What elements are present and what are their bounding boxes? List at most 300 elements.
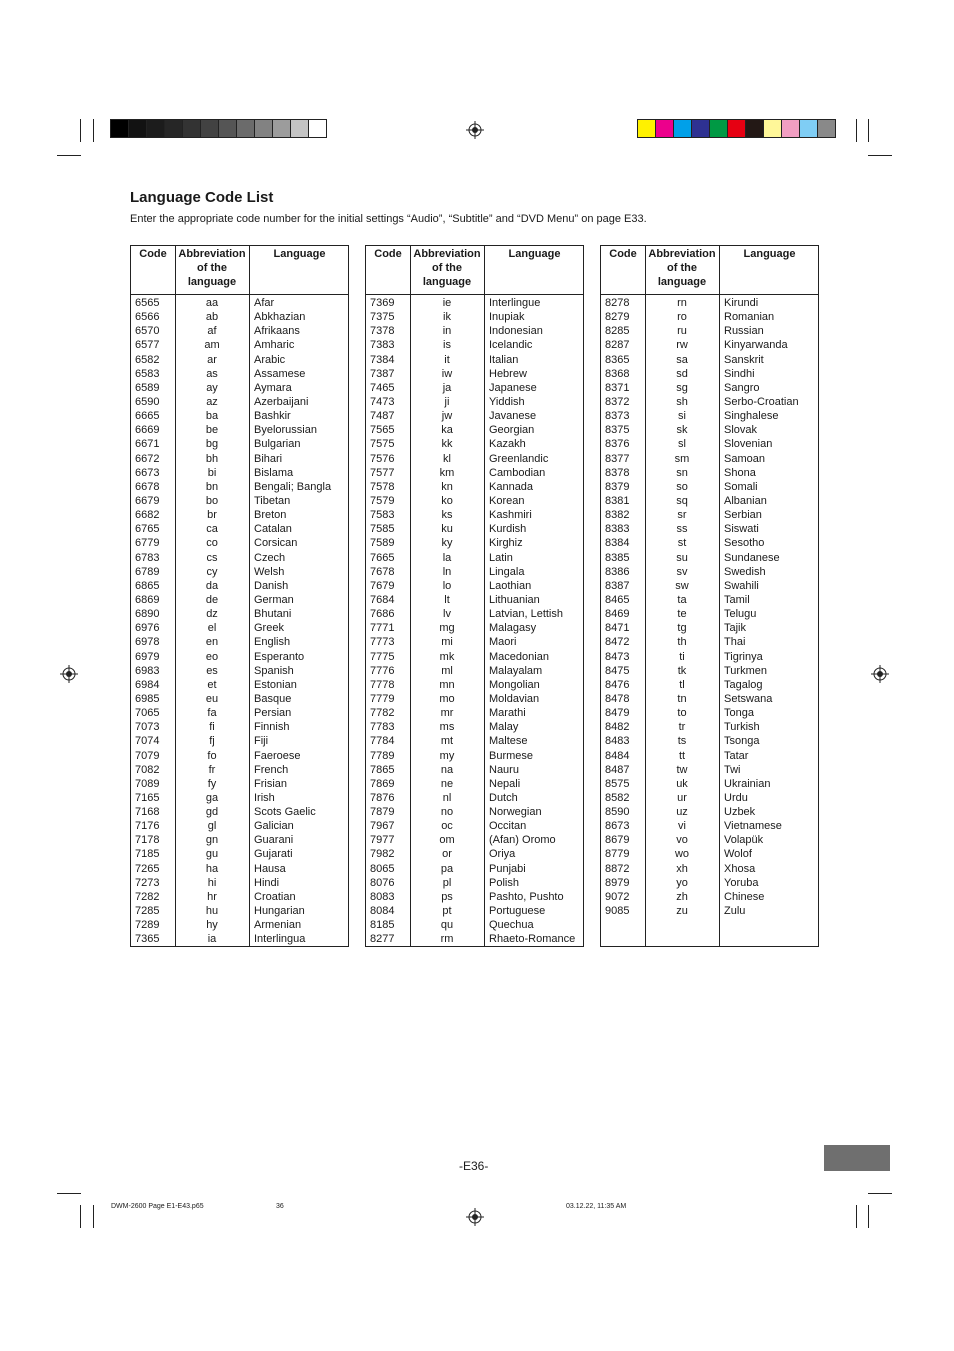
crop-mark — [80, 1205, 81, 1228]
language-cell: Galician — [254, 820, 294, 833]
code-cell: 7285 — [135, 905, 160, 918]
language-cell: (Afan) Oromo — [489, 834, 556, 847]
table-row — [131, 749, 348, 763]
table-row — [131, 522, 348, 536]
color-swatch — [237, 120, 255, 137]
language-cell: Serbo-Croatian — [724, 395, 799, 408]
language-cell: Kannada — [489, 480, 534, 493]
table-row — [601, 395, 818, 409]
abbreviation-cell: mt — [440, 735, 454, 748]
table-row — [131, 551, 348, 565]
table-row — [601, 522, 818, 536]
table-row — [366, 607, 583, 621]
language-cell: Irish — [254, 791, 275, 804]
table-row — [601, 692, 818, 706]
crop-mark — [856, 119, 857, 142]
code-cell: 7589 — [370, 537, 395, 550]
abbreviation-cell: ky — [441, 537, 453, 550]
abbreviation-cell: fa — [207, 707, 217, 720]
code-cell: 8287 — [605, 339, 630, 352]
header-divider — [601, 294, 818, 295]
code-cell: 8377 — [605, 452, 630, 465]
abbreviation-cell: bg — [205, 438, 219, 451]
crop-mark — [856, 1205, 857, 1228]
language-cell: Singhalese — [724, 410, 779, 423]
code-cell: 8465 — [605, 593, 630, 606]
abbreviation-cell: gl — [207, 820, 217, 833]
color-swatch — [111, 120, 129, 137]
language-cell: Telugu — [724, 608, 757, 621]
abbreviation-cell: vi — [678, 820, 686, 833]
abbreviation-cell: ja — [442, 381, 452, 394]
table-row — [131, 423, 348, 437]
language-cell: Albanian — [724, 494, 767, 507]
table-row — [601, 551, 818, 565]
table-row — [131, 720, 348, 734]
language-cell: Catalan — [254, 523, 292, 536]
language-cell: Yiddish — [489, 395, 525, 408]
language-cell: Occitan — [489, 820, 527, 833]
crop-mark — [93, 119, 94, 142]
abbreviation-cell: pl — [442, 876, 452, 889]
table-row — [601, 635, 818, 649]
abbreviation-cell: kn — [441, 480, 453, 493]
table-row — [131, 635, 348, 649]
crop-mark — [868, 119, 869, 142]
abbreviation-cell: km — [439, 466, 455, 479]
language-cell: English — [254, 636, 291, 649]
code-cell: 8185 — [370, 919, 395, 932]
language-cell: Kinyarwanda — [724, 339, 788, 352]
language-cell: Scots Gaelic — [254, 806, 316, 819]
abbreviation-cell: si — [678, 410, 686, 423]
code-cell: 8473 — [605, 650, 630, 663]
table-row — [366, 310, 583, 324]
abbreviation-cell: kk — [441, 438, 453, 451]
code-cell: 6673 — [135, 466, 160, 479]
table-row — [366, 452, 583, 466]
abbreviation-cell: sw — [675, 579, 689, 592]
code-cell: 7473 — [370, 395, 395, 408]
language-cell: Persian — [254, 707, 292, 720]
code-cell: 7783 — [370, 721, 395, 734]
table-row — [601, 805, 818, 819]
table-row — [131, 791, 348, 805]
abbreviation-cell: is — [443, 339, 451, 352]
abbreviation-cell: ha — [205, 862, 219, 875]
table-row — [366, 480, 583, 494]
abbreviation-cell: bh — [205, 452, 219, 465]
language-table-3 — [600, 245, 819, 947]
table-row — [366, 466, 583, 480]
abbreviation-cell: th — [677, 636, 687, 649]
header-code: Code — [374, 248, 402, 260]
table-row — [131, 706, 348, 720]
table-row — [131, 508, 348, 522]
code-cell: 7289 — [135, 919, 160, 932]
abbreviation-cell: ru — [677, 325, 687, 338]
language-cell: Sanskrit — [724, 353, 764, 366]
code-cell: 7282 — [135, 890, 160, 903]
table-row — [601, 508, 818, 522]
header-abbreviation: language — [187, 276, 237, 288]
language-cell: Danish — [254, 579, 289, 592]
color-swatch — [728, 120, 746, 137]
table-row — [601, 720, 818, 734]
code-cell: 6978 — [135, 636, 160, 649]
table-row — [131, 664, 348, 678]
code-cell: 7576 — [370, 452, 395, 465]
table-row — [366, 522, 583, 536]
code-cell: 8375 — [605, 424, 630, 437]
abbreviation-cell: am — [204, 339, 220, 352]
table-row — [601, 296, 818, 310]
language-cell: Greenlandic — [489, 452, 549, 465]
table-row — [131, 296, 348, 310]
language-cell: Latin — [489, 551, 513, 564]
code-cell: 8371 — [605, 381, 630, 394]
code-cell: 9072 — [605, 890, 630, 903]
code-cell: 7365 — [135, 933, 160, 946]
table-row — [366, 579, 583, 593]
table-row — [366, 890, 583, 904]
code-cell: 7089 — [135, 777, 160, 790]
language-cell: Turkmen — [724, 664, 767, 677]
abbreviation-cell: ab — [205, 311, 219, 324]
code-cell: 6565 — [135, 297, 160, 309]
table-row — [131, 480, 348, 494]
abbreviation-cell: zh — [676, 890, 688, 903]
table-row — [366, 423, 583, 437]
crop-mark — [57, 1193, 81, 1194]
abbreviation-cell: hi — [207, 876, 217, 889]
language-cell: Georgian — [489, 424, 535, 437]
table-row — [601, 862, 818, 876]
code-cell: 7384 — [370, 353, 395, 366]
table-row — [131, 650, 348, 664]
code-cell: 6566 — [135, 311, 160, 324]
language-cell: Setswana — [724, 692, 773, 705]
abbreviation-cell: wo — [674, 848, 690, 861]
color-swatch — [147, 120, 165, 137]
table-row — [601, 876, 818, 890]
abbreviation-cell: ur — [677, 791, 687, 804]
table-row — [601, 338, 818, 352]
table-row — [366, 805, 583, 819]
table-body — [366, 296, 583, 946]
table-row — [131, 409, 348, 423]
language-cell: Laothian — [489, 579, 532, 592]
language-cell: Hausa — [254, 862, 286, 875]
code-cell: 7686 — [370, 608, 395, 621]
color-swatch — [165, 120, 183, 137]
language-cell: Malayalam — [489, 664, 543, 677]
abbreviation-cell: sd — [676, 367, 688, 380]
language-cell: Faeroese — [254, 749, 301, 762]
abbreviation-cell: iw — [441, 367, 453, 380]
abbreviation-cell: ti — [679, 650, 685, 663]
code-cell: 8979 — [605, 876, 630, 889]
code-cell: 7465 — [370, 381, 395, 394]
code-cell: 6582 — [135, 353, 160, 366]
code-cell: 7982 — [370, 848, 395, 861]
table-row — [131, 847, 348, 861]
abbreviation-cell: ks — [441, 509, 453, 522]
abbreviation-cell: ia — [207, 933, 217, 946]
abbreviation-cell: da — [205, 579, 219, 592]
table-row — [131, 607, 348, 621]
code-cell: 8376 — [605, 438, 630, 451]
language-cell: Amharic — [254, 339, 295, 352]
code-cell: 8378 — [605, 466, 630, 479]
code-cell: 8484 — [605, 749, 630, 762]
table-row — [601, 847, 818, 861]
table-row — [366, 749, 583, 763]
table-row — [601, 890, 818, 904]
header-language: Language — [508, 248, 561, 260]
code-cell: 7879 — [370, 806, 395, 819]
header-language: Language — [273, 248, 326, 260]
color-swatch — [692, 120, 710, 137]
code-cell: 6577 — [135, 339, 160, 352]
abbreviation-cell: az — [206, 395, 218, 408]
code-cell: 8372 — [605, 395, 630, 408]
table-row — [366, 777, 583, 791]
language-cell: Zulu — [724, 905, 746, 918]
header-language: Language — [743, 248, 796, 260]
abbreviation-cell: fi — [209, 721, 215, 734]
footer-page: 36 — [276, 1203, 284, 1210]
color-swatch — [273, 120, 291, 137]
table-row — [366, 565, 583, 579]
language-cell: Byelorussian — [254, 424, 317, 437]
color-swatch — [818, 120, 835, 137]
table-row — [601, 763, 818, 777]
abbreviation-cell: ml — [441, 664, 453, 677]
footer-datetime: 03.12.22, 11:35 AM — [566, 1203, 627, 1210]
code-cell: 7387 — [370, 367, 395, 380]
color-swatch — [183, 120, 201, 137]
abbreviation-cell: or — [442, 848, 452, 861]
table-row — [131, 338, 348, 352]
code-cell: 7273 — [135, 876, 160, 889]
table-row — [366, 409, 583, 423]
language-cell: Yoruba — [724, 876, 759, 889]
table-row — [131, 452, 348, 466]
abbreviation-cell: eo — [205, 650, 219, 663]
abbreviation-cell: rn — [677, 297, 687, 309]
table-row — [366, 904, 583, 918]
language-cell: Bulgarian — [254, 438, 301, 451]
language-cell: Icelandic — [489, 339, 533, 352]
table-row — [131, 734, 348, 748]
color-swatch — [638, 120, 656, 137]
code-cell: 6671 — [135, 438, 160, 451]
code-cell: 6985 — [135, 692, 160, 705]
abbreviation-cell: mr — [440, 707, 454, 720]
abbreviation-cell: tr — [678, 721, 686, 734]
code-cell: 6979 — [135, 650, 160, 663]
code-cell: 8476 — [605, 678, 630, 691]
language-cell: Maori — [489, 636, 517, 649]
code-cell: 6865 — [135, 579, 160, 592]
registration-mark-icon — [871, 665, 889, 683]
abbreviation-cell: yo — [676, 876, 688, 889]
code-cell: 8277 — [370, 933, 395, 946]
code-cell: 6678 — [135, 480, 160, 493]
code-cell: 8475 — [605, 664, 630, 677]
code-cell: 6765 — [135, 523, 160, 536]
language-cell: Arabic — [254, 353, 286, 366]
abbreviation-cell: ku — [441, 523, 453, 536]
table-row — [131, 593, 348, 607]
table-row — [131, 918, 348, 932]
header-code: Code — [609, 248, 637, 260]
abbreviation-cell: el — [207, 622, 217, 635]
table-row — [366, 664, 583, 678]
abbreviation-cell: pa — [440, 862, 454, 875]
table-row — [366, 763, 583, 777]
table-row — [601, 833, 818, 847]
table-row — [131, 777, 348, 791]
language-cell: Lingala — [489, 565, 525, 578]
abbreviation-cell: te — [677, 608, 687, 621]
language-cell: Wolof — [724, 848, 752, 861]
abbreviation-cell: ko — [441, 494, 453, 507]
table-row — [366, 593, 583, 607]
code-cell: 8278 — [605, 297, 630, 309]
language-cell: Turkish — [724, 721, 760, 734]
language-cell: Urdu — [724, 791, 748, 804]
table-row — [366, 692, 583, 706]
language-cell: Assamese — [254, 367, 306, 380]
abbreviation-cell: ga — [205, 791, 219, 804]
abbreviation-cell: su — [676, 551, 688, 564]
language-cell: Afar — [254, 297, 275, 309]
abbreviation-cell: ps — [441, 890, 453, 903]
table-row — [601, 437, 818, 451]
language-cell: Czech — [254, 551, 286, 564]
abbreviation-cell: de — [205, 593, 219, 606]
language-cell: Punjabi — [489, 862, 526, 875]
abbreviation-cell: my — [439, 749, 455, 762]
table-row — [131, 381, 348, 395]
language-cell: Thai — [724, 636, 746, 649]
language-cell: German — [254, 593, 294, 606]
code-cell: 7773 — [370, 636, 395, 649]
language-cell: Breton — [254, 509, 287, 522]
language-cell: Moldavian — [489, 692, 540, 705]
color-swatch — [782, 120, 800, 137]
code-cell: 6682 — [135, 509, 160, 522]
abbreviation-cell: ji — [444, 395, 450, 408]
language-cell: Marathi — [489, 707, 526, 720]
code-cell: 7869 — [370, 777, 395, 790]
table-row — [131, 692, 348, 706]
code-cell: 6672 — [135, 452, 160, 465]
abbreviation-cell: tg — [677, 622, 687, 635]
language-cell: Inupiak — [489, 311, 525, 324]
language-cell: Tajik — [724, 622, 747, 635]
abbreviation-cell: sl — [678, 438, 686, 451]
code-cell: 7585 — [370, 523, 395, 536]
language-cell: Bhutani — [254, 608, 292, 621]
table-row — [131, 494, 348, 508]
code-cell: 8472 — [605, 636, 630, 649]
grayscale-color-bar — [110, 119, 327, 138]
code-cell: 7565 — [370, 424, 395, 437]
abbreviation-cell: bo — [205, 494, 219, 507]
table-row — [366, 621, 583, 635]
language-cell: Dutch — [489, 791, 518, 804]
code-cell: 7778 — [370, 678, 395, 691]
code-cell: 8384 — [605, 537, 630, 550]
language-cell: Malay — [489, 721, 519, 734]
code-cell: 8365 — [605, 353, 630, 366]
code-cell: 8285 — [605, 325, 630, 338]
code-cell: 6590 — [135, 395, 160, 408]
table-row — [131, 862, 348, 876]
abbreviation-cell: ar — [207, 353, 217, 366]
language-cell: Aymara — [254, 381, 292, 394]
abbreviation-cell: st — [677, 537, 687, 550]
header-abbreviation: of the — [432, 262, 462, 274]
abbreviation-cell: ts — [677, 735, 687, 748]
language-cell: Esperanto — [254, 650, 305, 663]
table-row — [601, 650, 818, 664]
abbreviation-cell: as — [206, 367, 218, 380]
language-cell: Japanese — [489, 381, 537, 394]
color-swatch — [800, 120, 818, 137]
table-row — [366, 367, 583, 381]
language-cell: Portuguese — [489, 905, 546, 918]
code-cell: 7876 — [370, 791, 395, 804]
table-row — [366, 296, 583, 310]
table-body — [601, 296, 818, 918]
code-cell: 7789 — [370, 749, 395, 762]
code-cell: 7082 — [135, 763, 160, 776]
code-cell: 6669 — [135, 424, 160, 437]
abbreviation-cell: af — [207, 325, 217, 338]
code-cell: 9085 — [605, 905, 630, 918]
table-row — [131, 367, 348, 381]
code-cell: 7185 — [135, 848, 160, 861]
table-row — [131, 876, 348, 890]
table-row — [131, 395, 348, 409]
language-cell: Javanese — [489, 410, 537, 423]
abbreviation-cell: in — [442, 325, 452, 338]
abbreviation-cell: mg — [439, 622, 455, 635]
code-cell: 8381 — [605, 494, 630, 507]
table-row — [131, 466, 348, 480]
language-cell: Oriya — [489, 848, 516, 861]
registration-mark-icon — [466, 121, 484, 139]
crop-mark — [868, 1205, 869, 1228]
abbreviation-cell: la — [442, 551, 452, 564]
language-cell: Sindhi — [724, 367, 755, 380]
abbreviation-cell: na — [440, 763, 454, 776]
language-cell: Bihari — [254, 452, 283, 465]
table-row — [601, 480, 818, 494]
code-cell: 7378 — [370, 325, 395, 338]
table-row — [131, 621, 348, 635]
table-row — [366, 324, 583, 338]
table-row — [601, 749, 818, 763]
table-row — [131, 678, 348, 692]
table-row — [601, 310, 818, 324]
language-cell: Azerbaijani — [254, 395, 309, 408]
language-cell: Armenian — [254, 919, 302, 932]
